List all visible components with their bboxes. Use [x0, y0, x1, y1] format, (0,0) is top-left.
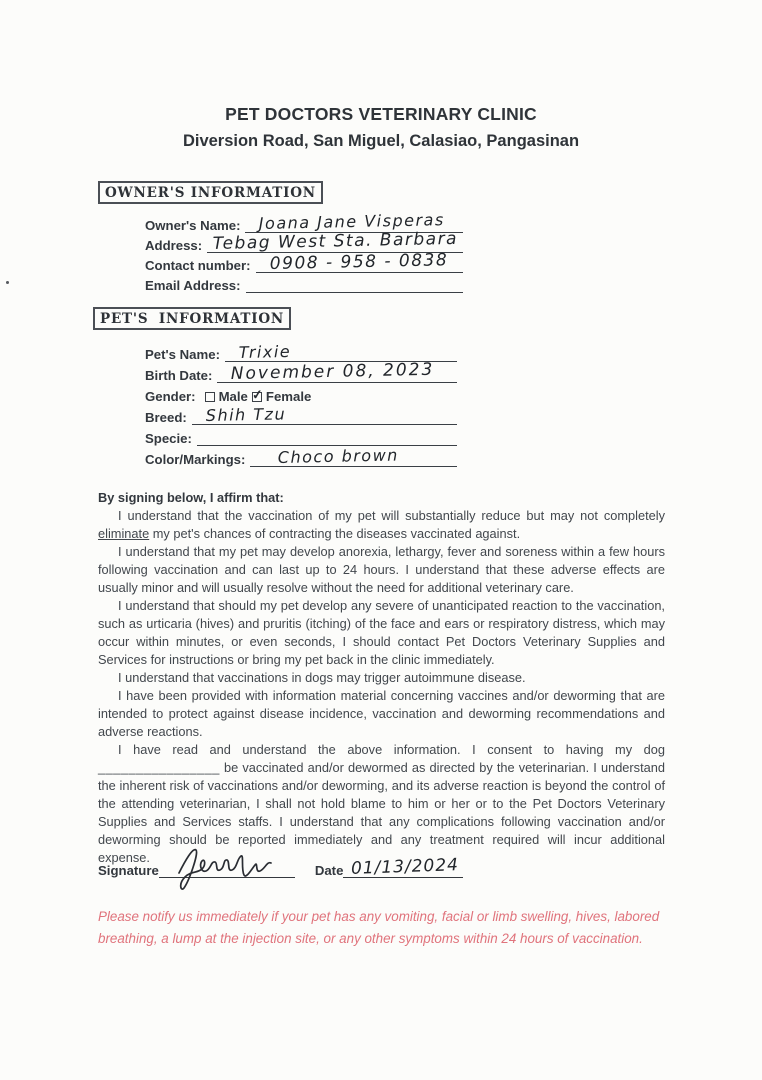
date-line [343, 855, 463, 878]
field-label: Color/Markings: [145, 452, 246, 467]
field-line [246, 272, 463, 293]
pet-section-heading-wrap [93, 307, 291, 330]
field-label: Birth Date: [145, 368, 213, 383]
checkbox-female [252, 389, 311, 404]
affirmation-paragraph-5: I have been provided with information material concerning vaccines and/or deworming that are intended to protect against disease incidence, vaccination and deworming recommendations and adverse reactions. [98, 688, 665, 739]
field-label: Owner's Name: [145, 218, 241, 233]
affirmation-text [98, 489, 665, 867]
owner-fields [145, 210, 463, 293]
pet-fields [145, 341, 457, 467]
affirmation-paragraph-3: I understand that should my pet develop any severe of unanticipated reaction to the vaccination, such as urticaria (hives) and pruritis (itching) of the face and ears or respiratory distress, which may occur within minutes, or even seconds, I should contact Pet Doctors Veterinary Supplies and Services for instructions or bring my pet back in the clinic immediately. [98, 598, 665, 667]
owner-section-heading: OWNER'S INFORMATION [98, 181, 323, 204]
affirmation-paragraph-4: I understand that vaccinations in dogs may trigger autoimmune disease. [118, 670, 526, 685]
signature-row [98, 856, 463, 878]
paragraph-text: I understand that the vaccination of my pet will substantially reduce but may not completely [118, 508, 665, 523]
affirmation-paragraph-2: I understand that my pet may develop anorexia, lethargy, fever and soreness within a few hours following vaccination and can last up to 24 hours. I understand that these adverse effects are usually minor and will usually resolve without the need for additional veterinary care. [98, 544, 665, 595]
field-line [250, 445, 457, 467]
paragraph-text: be vaccinated and/or dewormed as directed by the veterinarian. I understand the inherent risk of vaccinations and/or deworming, and its adverse reaction is beyond the control of the attending veterinarian, I shall not hold blame to him or her or to the Pet Doctors Veterinary Supplies and Services staffs. I understand that any complications following vaccination and/or deworming should be reported immediately and any treatment required will incur additional expense. [98, 760, 665, 865]
field-email-address [145, 273, 463, 293]
handwritten-value: Shih Tzu [205, 404, 287, 425]
affirmation-heading: By signing below, I affirm that: [98, 490, 284, 505]
handwritten-value: Tebag West Sta. Barbara [212, 228, 459, 254]
signature-line [159, 855, 295, 878]
field-gender [145, 383, 457, 404]
checkbox-female-label: Female [265, 389, 312, 404]
field-pet-name [145, 341, 457, 362]
affirmation-paragraph-1 [98, 507, 665, 543]
field-line [225, 340, 457, 362]
form-header [0, 104, 762, 151]
field-label: Email Address: [145, 278, 241, 293]
field-label: Specie: [145, 431, 192, 446]
post-vaccination-warning-note: Please notify us immediately if your pet has any vomiting, facial or limb swelling, hives, labored breathing, a lump at the injection site, or any other symptoms within 24 hours of vaccination. [98, 909, 660, 947]
checkbox-male-label: Male [218, 389, 248, 404]
field-specie [145, 425, 457, 446]
checkbox-female-box [252, 392, 262, 402]
date-label: Date [314, 863, 344, 878]
handwritten-value: Choco brown [278, 445, 400, 467]
field-label: Pet's Name: [145, 347, 220, 362]
checkbox-male [205, 389, 248, 404]
field-contact-number [145, 250, 463, 274]
field-line [192, 403, 457, 425]
underlined-word: eliminate [98, 526, 150, 541]
clinic-name: PET DOCTORS VETERINARY CLINIC [225, 104, 537, 124]
clinic-address: Diversion Road, San Miguel, Calasiao, Pangasinan [182, 132, 580, 150]
handwritten-value: November 08, 2023 [231, 359, 435, 384]
handwritten-date: 01/13/2024 [351, 855, 460, 879]
field-label: Address: [145, 238, 203, 253]
dog-name-blank-line: ________________ [98, 760, 220, 775]
field-breed [145, 404, 457, 425]
handwritten-value: Joana Jane Visperas [259, 210, 446, 233]
pet-section-heading: PET'S INFORMATION [93, 307, 291, 330]
field-label: Breed: [145, 410, 187, 425]
field-line [217, 361, 457, 383]
field-line [197, 424, 457, 446]
field-label: Contact number: [145, 258, 251, 273]
paragraph-text: I have read and understand the above information. I consent to having my dog [118, 742, 665, 757]
handwritten-value: 0908 - 958 - 0838 [269, 250, 448, 274]
signature-scribble [165, 843, 293, 891]
field-color-markings [145, 446, 457, 467]
signature-label: Signature [98, 863, 159, 878]
paragraph-text: my pet's chances of contracting the diseases vaccinated against. [149, 526, 521, 541]
scan-speck [6, 281, 9, 284]
field-birth-date [145, 359, 457, 384]
field-label: Gender: [145, 389, 196, 404]
owner-section-heading-wrap [98, 181, 323, 204]
checkbox-male-box [205, 392, 215, 402]
handwritten-value: Trixie [238, 341, 292, 362]
field-line [256, 252, 464, 273]
